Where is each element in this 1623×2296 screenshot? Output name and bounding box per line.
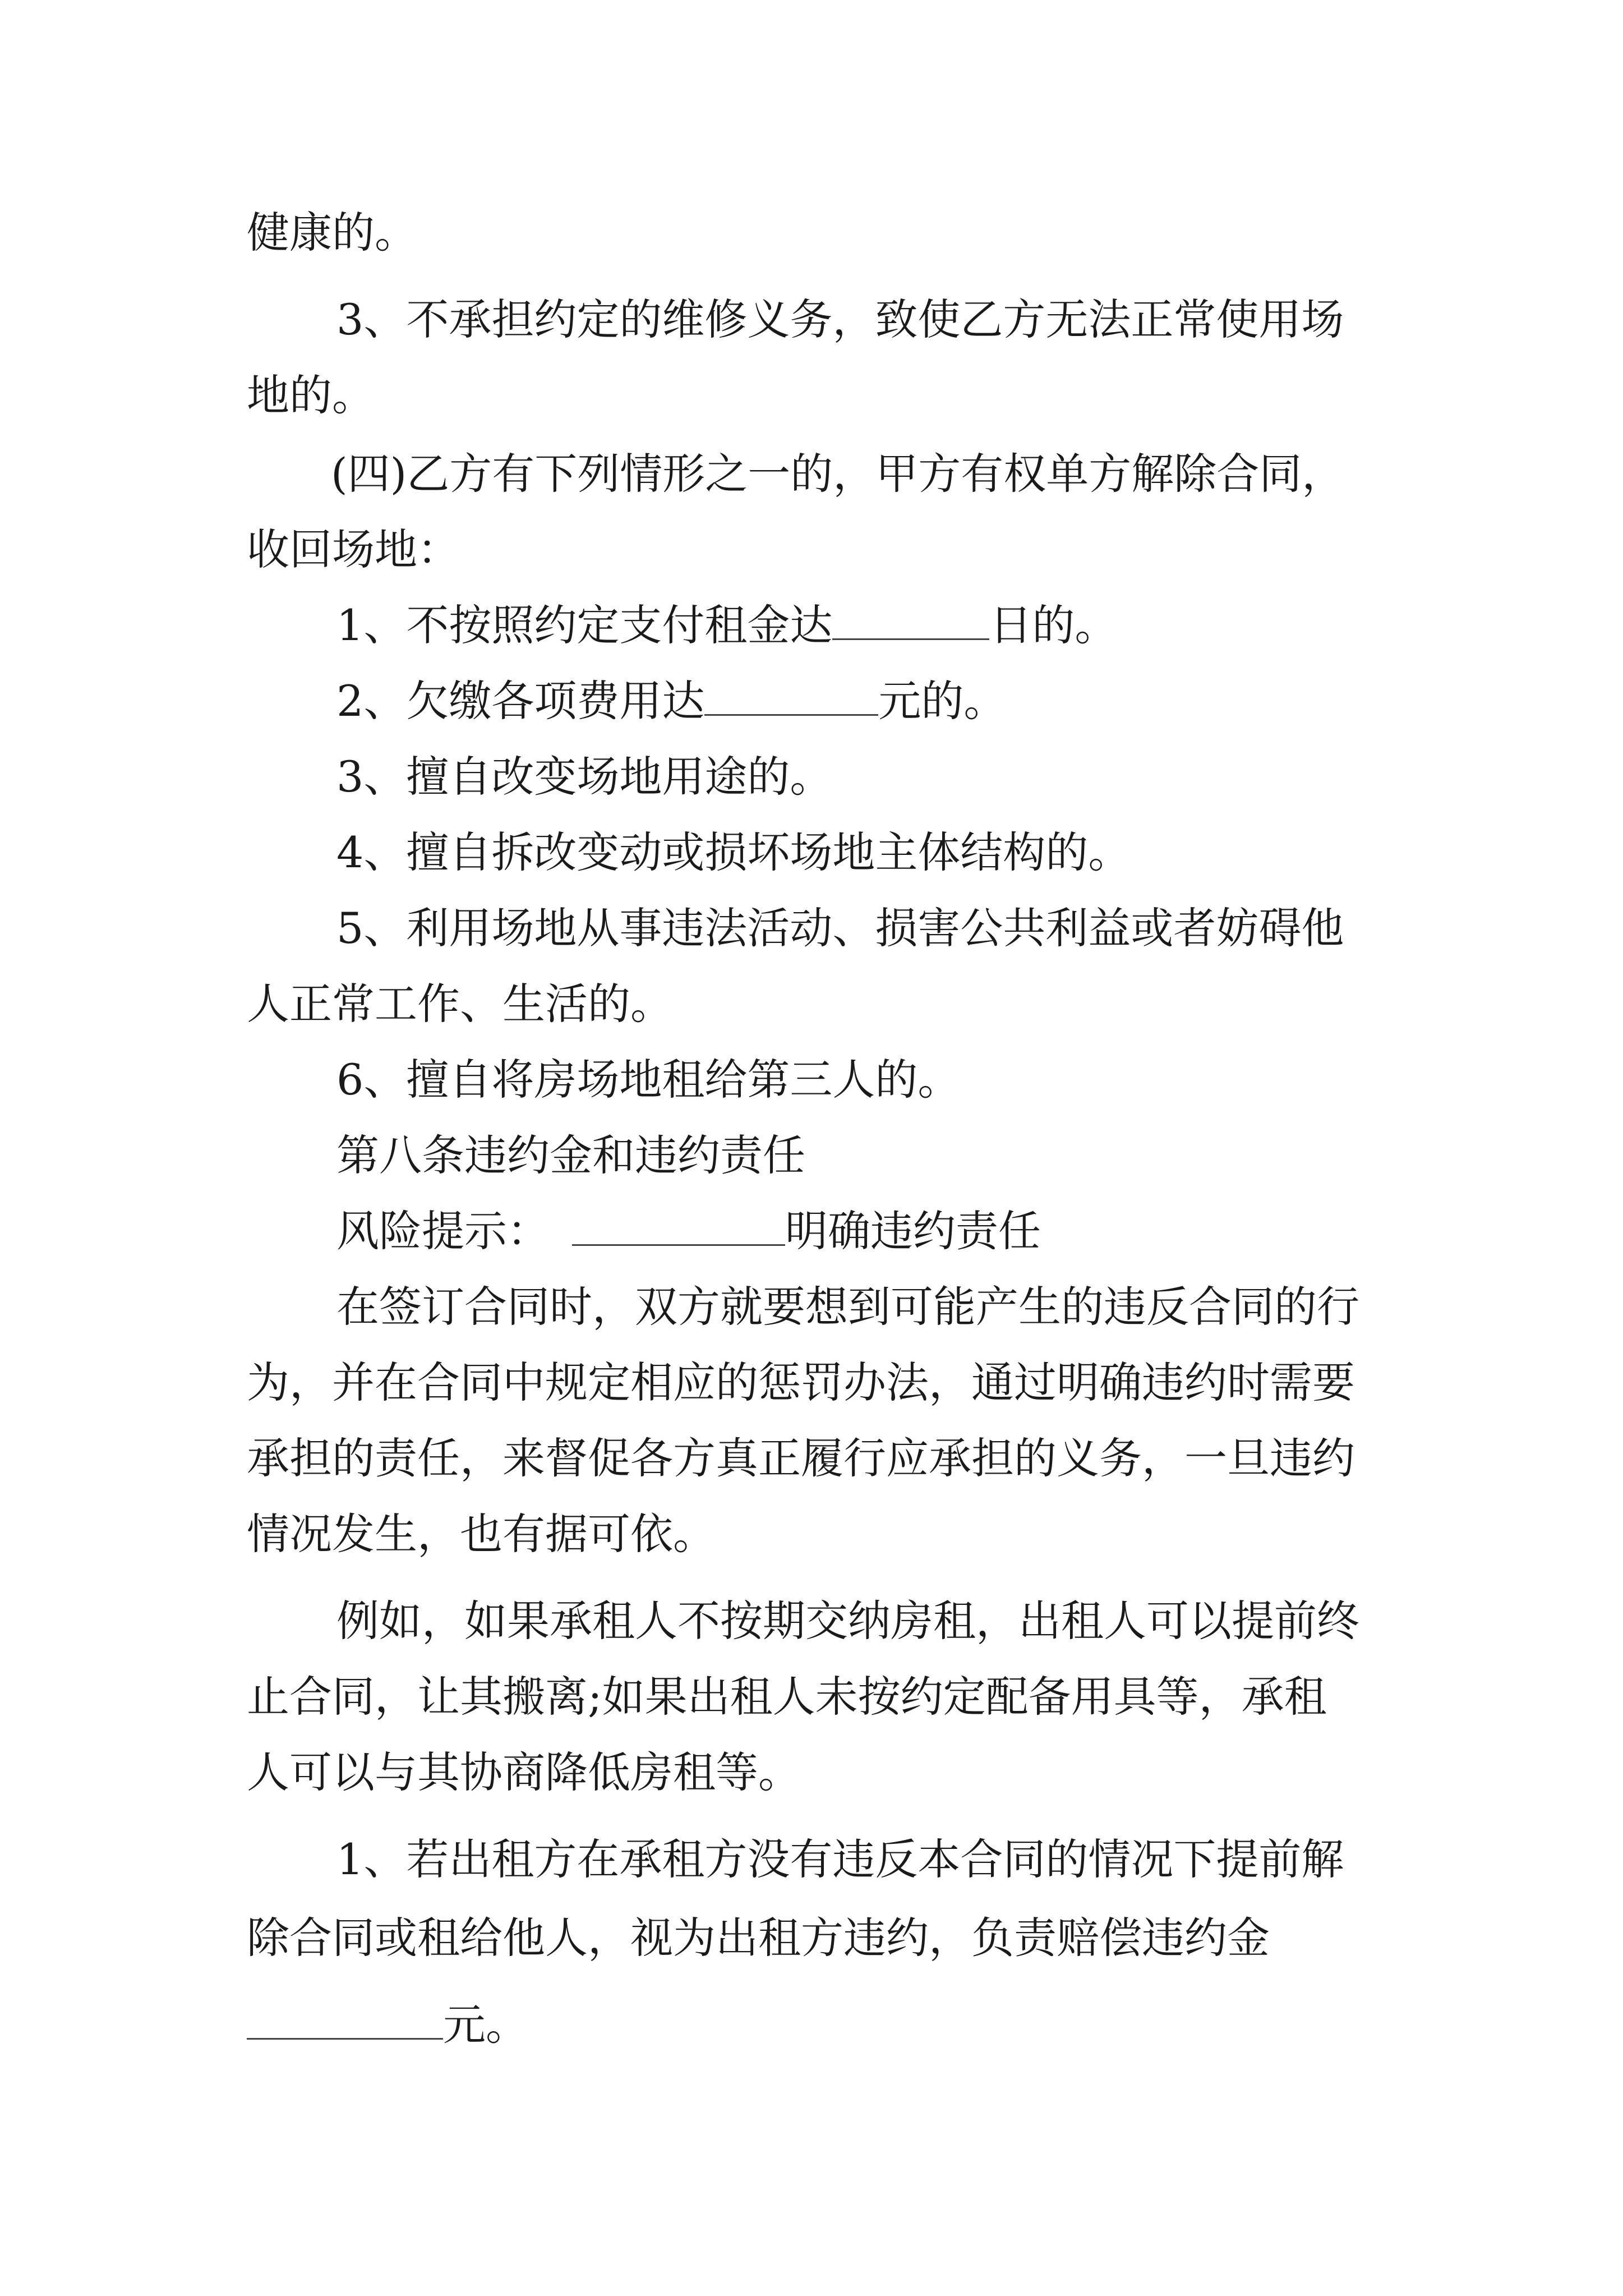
text-segment: 明确违约责任: [785, 1206, 1041, 1256]
text-line-9: 4、擅自拆改变动或损坏场地主体结构的。: [336, 827, 1131, 877]
text-line-7: [336, 676, 1006, 726]
text-segment: 1、不按照约定支付租金达: [336, 600, 833, 650]
text-line-15: 在签订合同时，双方就要想到可能产生的违反合同的行: [336, 1282, 1359, 1332]
text-line-4: (四)乙方有下列情形之一的，甲方有权单方解除合同，: [331, 449, 1345, 499]
text-line-21: 人可以与其协商降低房租等。: [247, 1747, 801, 1797]
text-line-18: 情况发生，也有据可依。: [247, 1509, 716, 1559]
text-line-3: 地的。: [247, 370, 375, 420]
text-line-1: 健康的。: [247, 208, 417, 257]
text-line-8: 3、擅自改变场地用途的。: [336, 752, 833, 802]
text-line-19: 例如，如果承租人不按期交纳房租，出租人可以提前终: [336, 1596, 1359, 1646]
text-segment: 元的。: [878, 676, 1007, 726]
text-segment: 日的。: [989, 600, 1118, 650]
text-line-5: 收回场地：: [247, 524, 460, 574]
text-line-24: [247, 2000, 528, 2050]
fill-in-blank: [572, 1209, 785, 1246]
text-line-22: 1、若出租方在承租方没有违反本合同的情况下提前解: [336, 1834, 1344, 1884]
section-heading: 第八条违约金和违约责任: [336, 1130, 805, 1180]
fill-in-blank: [704, 679, 878, 716]
text-line-2: 3、不承担约定的维修义务，致使乙方无法正常使用场: [336, 295, 1344, 344]
text-line-11: 人正常工作、生活的。: [247, 979, 673, 1029]
text-segment: 风险提示：: [336, 1206, 550, 1256]
text-segment: 2、欠缴各项费用达: [336, 676, 705, 726]
text-line-16: 为，并在合同中规定相应的惩罚办法，通过明确违约时需要: [247, 1358, 1355, 1407]
text-line-10: 5、利用场地从事违法活动、损害公共利益或者妨碍他: [336, 903, 1344, 953]
fill-in-blank: [832, 604, 989, 640]
text-line-17: 承担的责任，来督促各方真正履行应承担的义务，一旦违约: [247, 1433, 1355, 1483]
text-line-6: [336, 600, 1117, 651]
fill-in-blank: [247, 2003, 443, 2040]
text-line-14: [336, 1206, 1041, 1257]
text-line-12: 6、擅自将房场地租给第三人的。: [336, 1055, 961, 1105]
text-line-20: 止合同，让其搬离;如果出租人未按约定配备用具等，承租: [247, 1672, 1327, 1722]
text-line-23: 除合同或租给他人，视为出租方违约，负责赔偿违约金: [247, 1913, 1270, 1963]
text-segment: 元。: [443, 2000, 528, 2050]
